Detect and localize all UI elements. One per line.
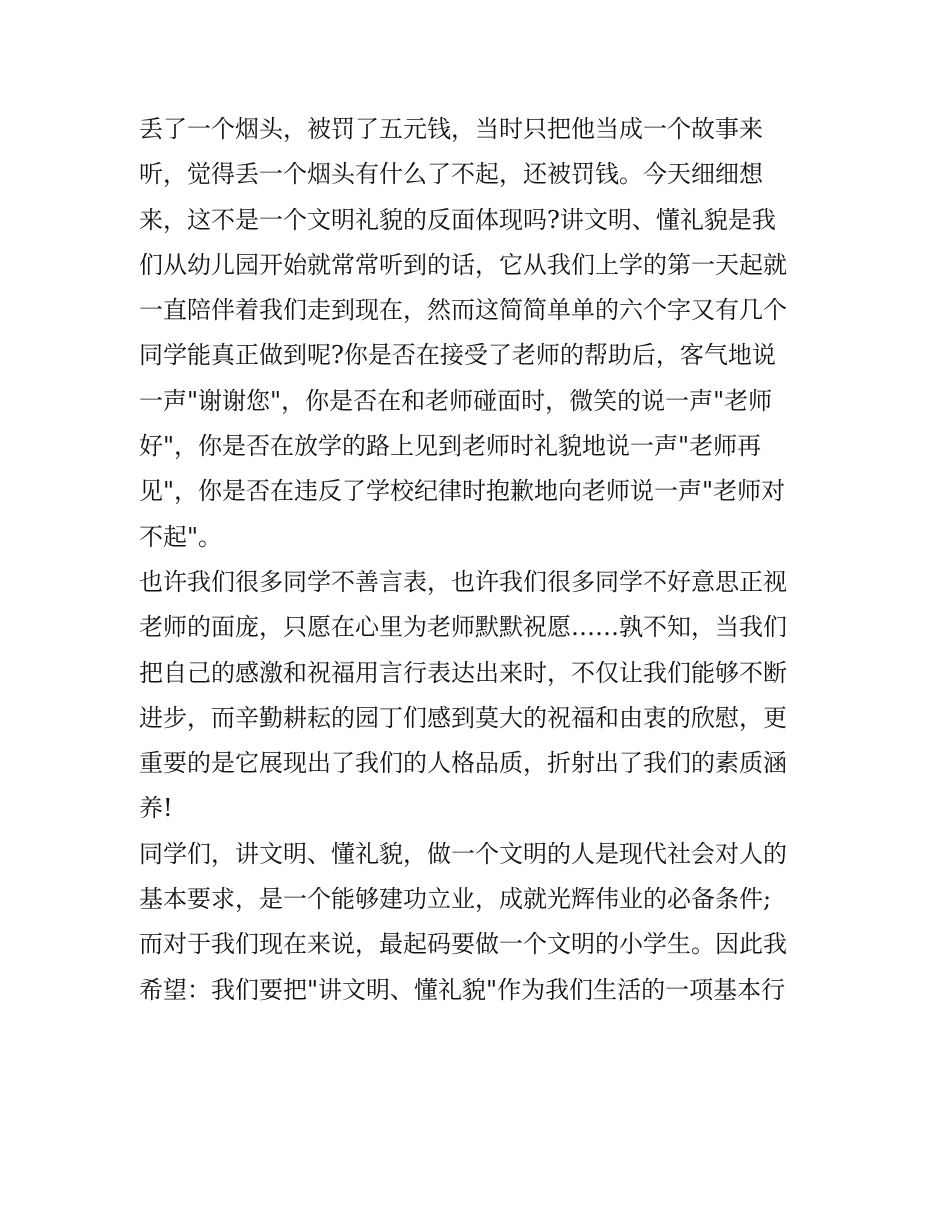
text-line: 老师的面庞，只愿在心里为老师默默祝愿……孰不知，当我们 — [139, 613, 787, 642]
text-line: 养! — [139, 794, 173, 823]
text-line: 把自己的感激和祝福用言行表达出来时，不仅让我们能够不断 — [139, 658, 787, 687]
text-line: 一直陪伴着我们走到现在，然而这简简单单的六个字又有几个 — [139, 296, 787, 325]
text-line: 一声"谢谢您"，你是否在和老师碰面时，微笑的说一声"老师 — [139, 386, 773, 415]
text-line: 基本要求，是一个能够建功立业，成就光辉伟业的必备条件; — [139, 885, 772, 914]
text-line: 希望：我们要把"讲文明、懂礼貌"作为我们生活的一项基本行 — [139, 975, 786, 1004]
text-line: 好"，你是否在放学的路上见到老师时礼貌地说一声"老师再 — [139, 432, 762, 461]
text-line: 丢了一个烟头，被罚了五元钱，当时只把他当成一个故事来 — [139, 115, 763, 143]
text-line: 重要的是它展现出了我们的人格品质，折射出了我们的素质涵 — [139, 749, 787, 778]
body-text — [139, 107, 819, 1013]
text-line: 不起"。 — [139, 522, 223, 551]
text-line: 也许我们很多同学不善言表，也许我们很多同学不好意思正视 — [139, 567, 787, 596]
text-line: 同学能真正做到呢?你是否在接受了老师的帮助后，客气地说 — [139, 341, 776, 370]
text-line: 见"，你是否在违反了学校纪律时抱歉地向老师说一声"老师对 — [139, 477, 786, 506]
text-line: 们从幼儿园开始就常常听到的话，它从我们上学的第一天起就 — [139, 250, 787, 279]
text-line: 听，觉得丢一个烟头有什么了不起，还被罚钱。今天细细想 — [139, 160, 763, 189]
text-line: 而对于我们现在来说，最起码要做一个文明的小学生。因此我 — [139, 930, 787, 959]
text-line: 进步，而辛勤耕耘的园丁们感到莫大的祝福和由衷的欣慰，更 — [139, 703, 787, 732]
text-line: 同学们，讲文明、懂礼貌，做一个文明的人是现代社会对人的 — [139, 839, 787, 868]
text-line: 来，这不是一个文明礼貌的反面体现吗?讲文明、懂礼貌是我 — [139, 205, 776, 234]
